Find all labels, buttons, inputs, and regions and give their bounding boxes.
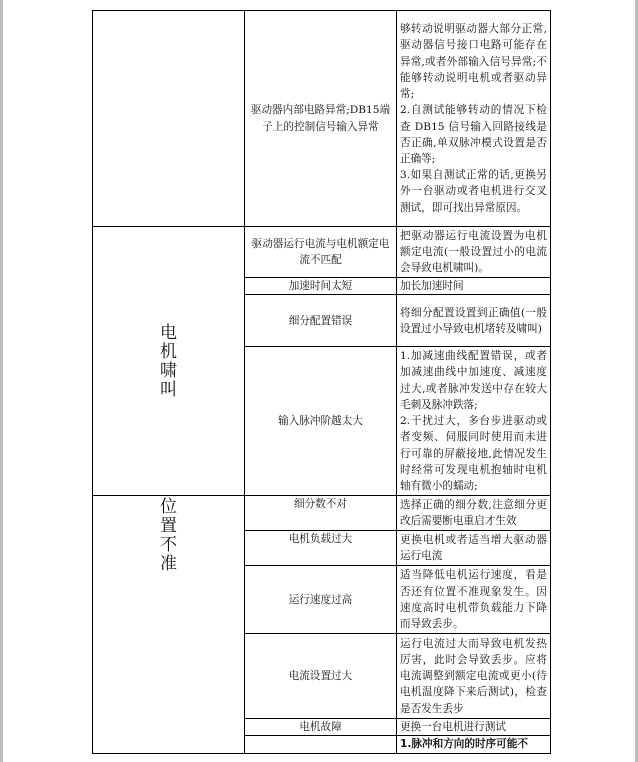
solution-cell: 加长加速时间: [397, 278, 551, 295]
solution-line: 1.加减速曲线配置错误，或者加减速曲线中加速度、减速度过大,或者脉冲发送中存在较大毛刺及脉冲跌落;: [400, 350, 547, 411]
solution-cell: 适当降低电机运行速度，看是否还有位置不准现象发生。因速度高时电机带负载能力下降而导致丢步。: [397, 566, 551, 634]
cause-cell: 细分数不对: [245, 496, 397, 531]
table-row: [93, 11, 551, 227]
solution-cell: [397, 11, 551, 227]
solution-cell: 1.脉冲和方向的时序可能不: [397, 736, 551, 753]
solution-cell: 更换电机或者适当增大驱动器运行电流: [397, 531, 551, 566]
solution-line: 3.如果自测试正常的话,更换另外一台驱动或者电机进行交叉测试，即可找出异常原因。: [400, 169, 547, 214]
cause-cell: 电机故障: [245, 719, 397, 736]
cause-cell: 驱动器运行电流与电机额定电流不匹配: [245, 227, 397, 278]
cause-cell: 加速时间太短: [245, 278, 397, 295]
page-frame-left: [0, 0, 3, 762]
cause-cell: 细分配置错误: [245, 295, 397, 347]
solution-cell: 运行电流过大而导致电机发热厉害，此时会导致丢步。应将电流调整到额定电流或更小(待电机温度降下来后测试)，检查是否发生丢步: [397, 634, 551, 719]
solution-line: 够转动说明驱动器大部分正常,驱动器信号接口电路可能存在异常,或者外部输入信号异常;不能够转动说明电机或者驱动异常;: [400, 23, 547, 101]
cause-cell: 电机负载过大: [245, 531, 397, 566]
cause-cell: 运行速度过高: [245, 566, 397, 634]
cause-cell: [245, 736, 397, 753]
solution-line: 2.自测试能够转动的情况下检查 DB15 信号输入回路接线是否正确,单双脉冲模式设置是否正确等;: [400, 104, 547, 165]
category-label: 电机啸叫: [160, 323, 177, 400]
solution-cell: [397, 347, 551, 496]
solution-line: 2.干扰过大，多台步进驱动或者变频、伺服同时使用而未进行可靠的屏蔽接地,此情况发生时经常可发现电机抱轴时电机轴有微小的蠕动;: [400, 415, 547, 492]
cause-cell: 输入脉冲阶越太大: [245, 347, 397, 496]
table-row: [93, 227, 551, 278]
solution-cell: 更换一台电机进行测试: [397, 719, 551, 736]
category-cell: [93, 227, 245, 496]
cause-cell: 电流设置过大: [245, 634, 397, 719]
solution-cell: 把驱动器运行电流设置为电机额定电流(一般设置过小的电流会导致电机啸叫)。: [397, 227, 551, 278]
category-cell: [93, 496, 245, 753]
cause-cell: 驱动器内部电路异常;DB15端子上的控制信号输入异常: [245, 11, 397, 227]
troubleshooting-table: [92, 10, 551, 754]
category-cell-empty: [93, 11, 245, 227]
solution-cell: 选择正确的细分数,注意细分更改后需要断电重启才生效: [397, 496, 551, 531]
category-label: 位置不准: [160, 497, 177, 575]
solution-cell: 将细分配置设置到正确值(一般设置过小导致电机堵转及啸叫): [397, 295, 551, 347]
table-row: [93, 496, 551, 531]
